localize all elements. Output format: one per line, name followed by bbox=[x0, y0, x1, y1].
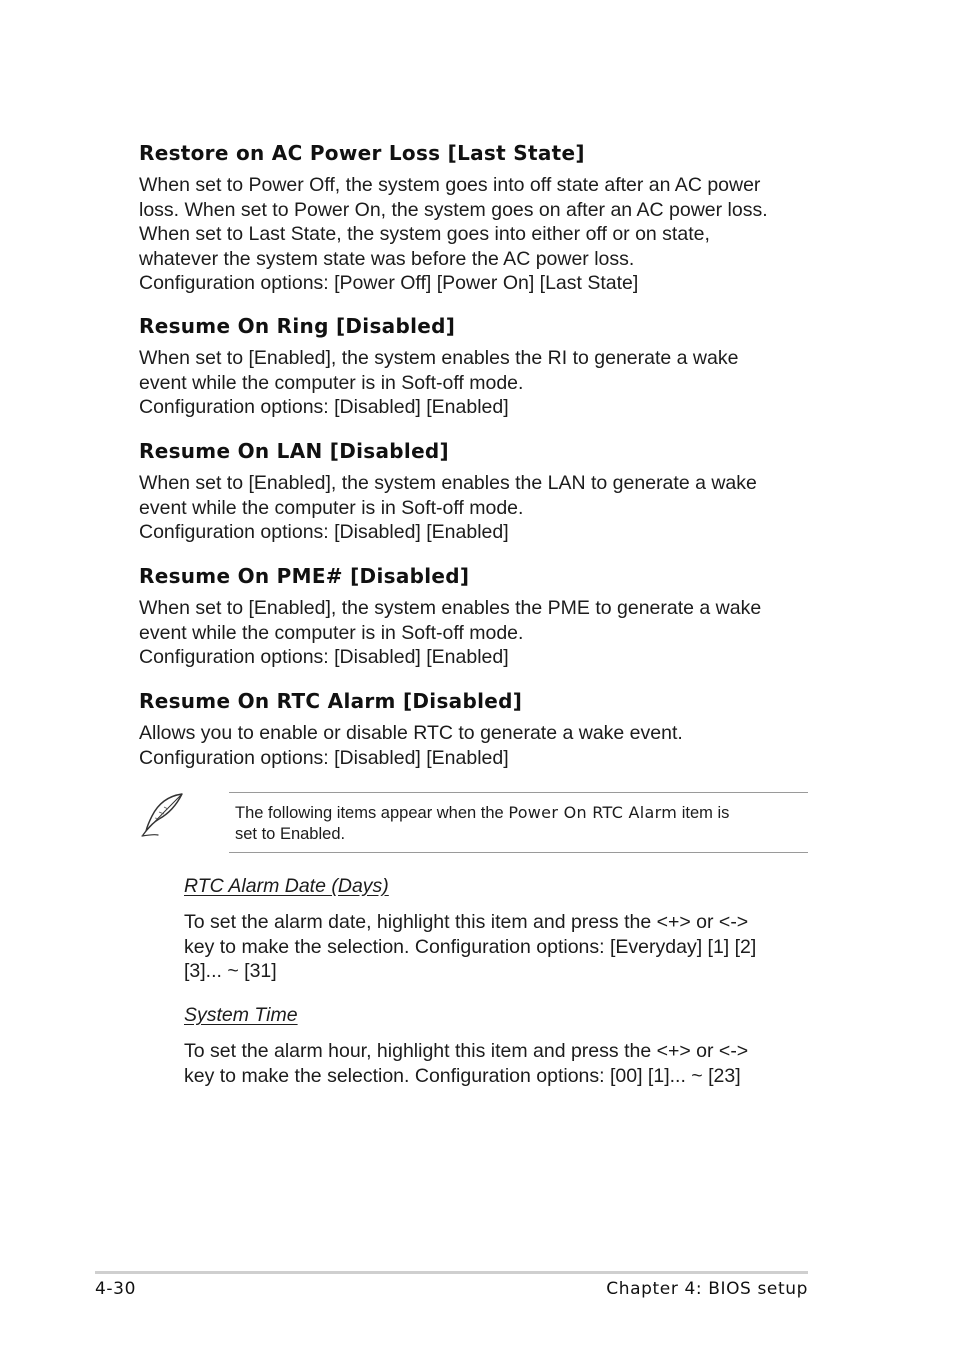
footer-divider bbox=[95, 1271, 808, 1274]
subsection-rtc-alarm-date bbox=[184, 874, 824, 984]
text-line: Configuration options: [Power Off] [Power On] [Last State] bbox=[139, 272, 639, 294]
section-description bbox=[139, 471, 819, 545]
text-line: event while the computer is in Soft-off mode. bbox=[139, 621, 524, 644]
text-line: When set to [Enabled], the system enables the LAN to generate a wake bbox=[139, 472, 757, 494]
note-emphasis: Power On RTC Alarm bbox=[508, 803, 678, 822]
text-line: Allows you to enable or disable RTC to generate a wake event. bbox=[139, 722, 683, 744]
text-line: To set the alarm hour, highlight this item and press the <+> or <-> bbox=[184, 1040, 749, 1062]
text-line: When set to [Enabled], the system enables the PME to generate a wake bbox=[139, 597, 762, 619]
subsection-title: RTC Alarm Date (Days) bbox=[184, 875, 389, 897]
section-restore-ac-power-loss bbox=[139, 140, 819, 296]
section-resume-on-lan bbox=[139, 438, 819, 545]
section-heading: Resume On LAN [Disabled] bbox=[139, 439, 449, 463]
note-line2: set to Enabled. bbox=[235, 825, 346, 843]
text-line: When set to Power Off, the system goes into off state after an AC power bbox=[139, 174, 761, 196]
subsection-description bbox=[184, 910, 824, 984]
text-line: When set to Last State, the system goes into either off or on state, bbox=[139, 223, 710, 245]
section-description bbox=[139, 173, 819, 296]
feather-pen-icon bbox=[138, 790, 186, 838]
section-resume-on-ring bbox=[139, 313, 819, 420]
text-line: whatever the system state was before the AC power loss. bbox=[139, 247, 635, 270]
text-line: Configuration options: [Disabled] [Enabled] bbox=[139, 521, 509, 543]
section-heading: Resume On RTC Alarm [Disabled] bbox=[139, 689, 523, 713]
section-resume-on-pme bbox=[139, 563, 819, 670]
text-line: Configuration options: [Disabled] [Enabled] bbox=[139, 646, 509, 668]
section-description bbox=[139, 346, 819, 420]
text-line: To set the alarm date, highlight this item and press the <+> or <-> bbox=[184, 911, 749, 933]
text-line: event while the computer is in Soft-off mode. bbox=[139, 371, 524, 394]
subsection-title: System Time bbox=[184, 1004, 298, 1026]
note-text bbox=[235, 802, 800, 845]
section-heading: Restore on AC Power Loss [Last State] bbox=[139, 141, 585, 165]
text-line: key to make the selection. Configuration options: [Everyday] [1] [2] bbox=[184, 935, 757, 958]
text-line: event while the computer is in Soft-off mode. bbox=[139, 496, 524, 519]
page-number: 4-30 bbox=[95, 1279, 136, 1299]
text-line: loss. When set to Power On, the system goes on after an AC power loss. bbox=[139, 198, 768, 221]
section-resume-on-rtc-alarm bbox=[139, 688, 819, 770]
note-box bbox=[229, 792, 808, 853]
text-line: Configuration options: [Disabled] [Enabled] bbox=[139, 746, 509, 769]
section-description bbox=[139, 596, 819, 670]
section-heading: Resume On PME# [Disabled] bbox=[139, 564, 470, 588]
section-heading: Resume On Ring [Disabled] bbox=[139, 314, 456, 338]
section-description bbox=[139, 721, 819, 770]
text-line: Configuration options: [Disabled] [Enabled] bbox=[139, 396, 509, 418]
text-line: key to make the selection. Configuration options: [00] [1]... ~ [23] bbox=[184, 1064, 741, 1087]
note-suffix: item is bbox=[677, 804, 730, 822]
text-line: When set to [Enabled], the system enables the RI to generate a wake bbox=[139, 347, 739, 369]
text-line: [3]... ~ [31] bbox=[184, 960, 277, 982]
subsection-description bbox=[184, 1039, 824, 1088]
note-prefix: The following items appear when the bbox=[235, 804, 509, 822]
subsection-system-time bbox=[184, 1003, 824, 1088]
chapter-title: Chapter 4: BIOS setup bbox=[606, 1279, 808, 1299]
